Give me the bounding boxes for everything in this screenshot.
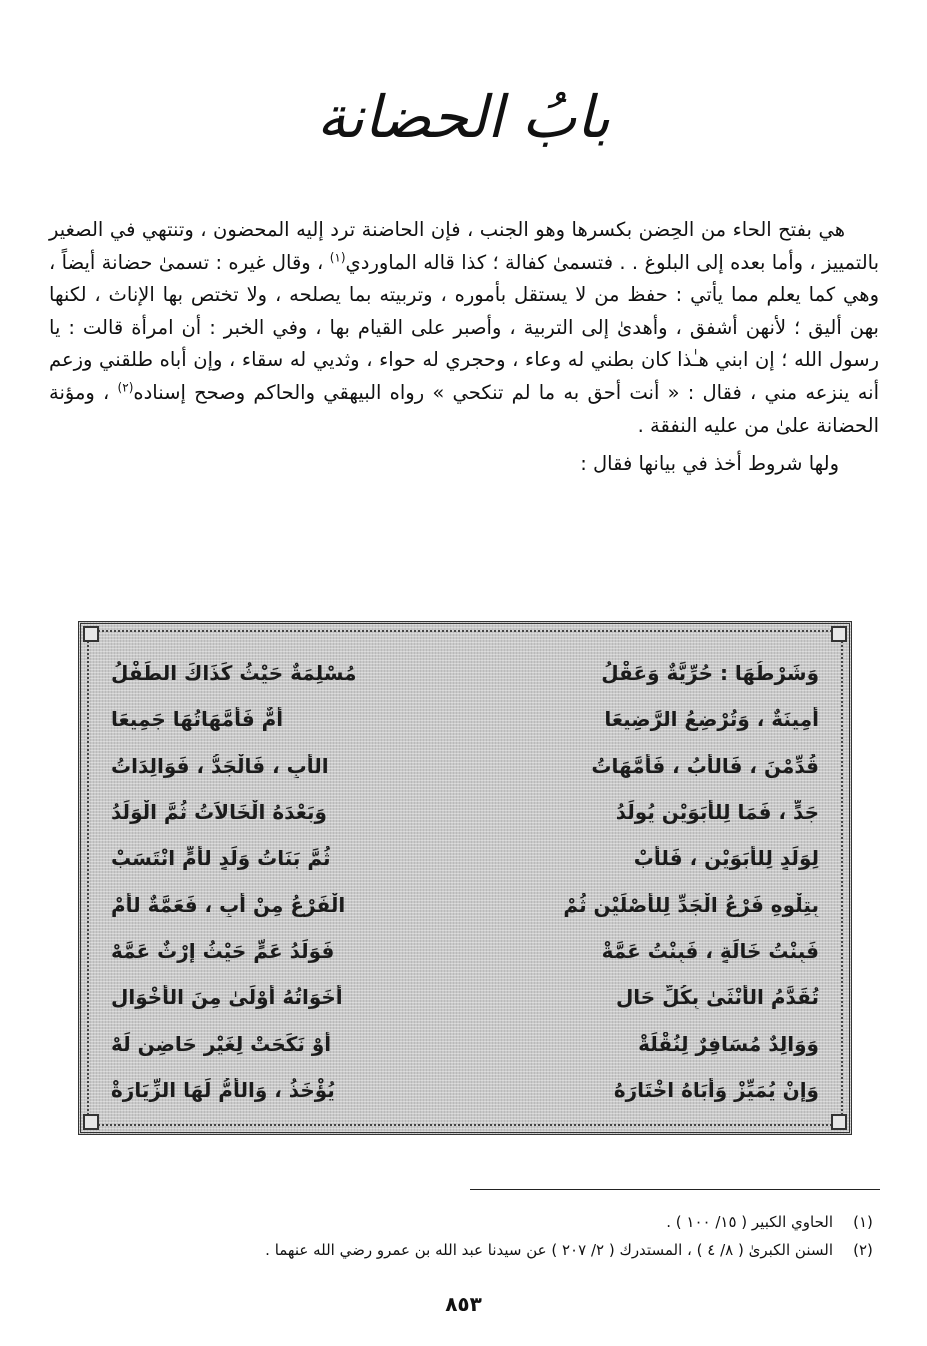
- footnote-divider: [470, 1189, 880, 1190]
- corner-ornament: [831, 1114, 847, 1130]
- verse-second-hemistich: ثُمَّ بَنَاتُ وَلَدٍ لأُمٍّ انْتَسَبْ: [111, 846, 331, 871]
- verse-second-hemistich: أَوْ نَكَحَتْ لِغَيْرِ حَاضِنٍ لَهْ: [111, 1031, 332, 1056]
- verse-line: [111, 881, 819, 927]
- paragraph-part-1: هي بفتح الحاء من الحِضن بكسرها وهو الجنب ، فإن الحاضنة ترد إليه المحضون ، وتنتهي في الصغير بالتمييز ، وأما بعده إلى البلوغ . . فتسمىٰ كفالة ؛ كذا قاله الماوردي: [49, 218, 880, 274]
- verse-line: [111, 743, 819, 789]
- footnote-ref-1[interactable]: (١): [329, 250, 346, 265]
- poem-intro: ولها شروط أخذ في بيانها فقال :: [580, 452, 839, 476]
- paragraph-part-3: ، ومؤنة الحضانة علىٰ من عليه النفقة .: [49, 380, 879, 437]
- footnote-ref-2[interactable]: (٢): [117, 380, 134, 395]
- poem-verses: [111, 650, 819, 1112]
- footnote-number: (١): [853, 1213, 873, 1231]
- verse-line: [111, 1020, 819, 1066]
- paragraph-part-2: ، وقال غيره : تسمىٰ حضانة أيضاً ، وهي كما يعلم مما يأتي : حفظ من لا يستقل بأموره ، وتربيته بما يصلحه ، ولا تختص بها الإناث ، لكنها بهن أليق ؛ لأنهن أشفق ، وأهدىٰ إلى التربية ، وأصبر على القيام بها ، وفي الخبر : أن امرأة قالت : يا رسول الله ؛ إن ابني هـٰذا كان بطني له وعاء ، وحجري له حواء ، وثديي له سقاء ، وإن أباه طلقني وزعم أنه ينزعه مني ، فقال : « أنت أحق به ما لم تنكحي » رواه البيهقي والحاكم وصحح إسناده: [49, 250, 879, 404]
- page-number: ٨٥٣: [445, 1292, 482, 1316]
- corner-ornament: [83, 626, 99, 642]
- verse-first-hemistich: وَإِنْ يُمَيِّزْ وَأَبَاهُ اخْتَارَهُ: [613, 1077, 819, 1102]
- verse-line: [111, 789, 819, 835]
- verse-first-hemistich: قُدِّمْنَ ، فَالأَبُ ، فَأُمَّهَاتُ: [591, 753, 819, 778]
- footnote: [49, 1236, 879, 1264]
- footnote-text: السنن الكبرىٰ ( ٨/ ٤ ) ، المستدرك ( ٢/ ٢٠٧ ) عن سيدنا عبد الله بن عمرو رضي الله عنهما .: [265, 1241, 833, 1259]
- verse-first-hemistich: فَبِنْتُ خَالَةٍ ، فَبِنْتُ عَمَّةْ: [601, 938, 819, 963]
- verse-first-hemistich: جَدٍّ ، فَمَا لِلأَبَوَيْنِ يُولَدُ: [615, 800, 819, 825]
- body-text: [49, 214, 879, 481]
- verse-first-hemistich: وَوَالِدٌ مُسَافِرٌ لِنُقْلَةْ: [638, 1031, 819, 1056]
- footnote: [49, 1208, 879, 1236]
- footnotes: [49, 1208, 879, 1264]
- verse-line: [111, 928, 819, 974]
- verse-line: [111, 1067, 819, 1113]
- footnote-number: (٢): [853, 1241, 873, 1259]
- verse-line: [111, 835, 819, 881]
- verse-second-hemistich: أُمٌّ فَأُمَّهَاتُهَا جَمِيعَا: [111, 707, 284, 732]
- corner-ornament: [831, 626, 847, 642]
- verse-second-hemistich: مُسْلِمَةٌ حَيْثُ كَذَاكَ الطِّفْلُ: [111, 661, 357, 686]
- verse-first-hemistich: أَمِينَةٌ ، وَتُرْضِعُ الرَّضِيعَا: [604, 707, 819, 732]
- main-paragraph: [49, 214, 879, 442]
- poem-box: [78, 621, 852, 1135]
- verse-first-hemistich: بِتِلْوِهِ فَرْعُ الْجَدِّ لِلأَصْلَيْنِ ثُمْ: [563, 892, 819, 917]
- verse-second-hemistich: يُؤْخَذُ ، وَالأُمُّ لَهَا الزِّيَارَةْ: [111, 1077, 335, 1102]
- verse-first-hemistich: لِوَلَدٍ لِلأَبَوَيْنِ ، فَلأَبْ: [633, 846, 819, 871]
- chapter-title: بابُ الحضانة: [316, 83, 611, 151]
- footnote-text: الحاوي الكبير ( ١٥/ ١٠٠ ) .: [666, 1213, 833, 1231]
- verse-line: [111, 696, 819, 742]
- verse-second-hemistich: وَبَعْدَهُ الْخَالاَتُ ثُمَّ الْوَلَدُ: [111, 800, 327, 825]
- verse-second-hemistich: الأَبِ ، فَالْجَدُّ ، فَوَالِدَاتُ: [111, 753, 329, 778]
- verse-second-hemistich: أَخَوَاتُهُ أَوْلَىٰ مِنَ الأَخْوَالِ: [111, 985, 343, 1010]
- verse-second-hemistich: فَوَلَدُ عَمٍّ حَيْثُ إِرْثٌ عَمَّهْ: [111, 938, 335, 963]
- corner-ornament: [83, 1114, 99, 1130]
- verse-first-hemistich: تُقَدَّمُ الأُنْثَىٰ بِكُلِّ حَالِ: [615, 985, 819, 1010]
- verse-line: [111, 974, 819, 1020]
- verse-second-hemistich: الْفَرْعُ مِنْ أَبٍ ، فَعَمَّةٌ لأُمْ: [111, 892, 346, 917]
- verse-line: [111, 650, 819, 696]
- verse-first-hemistich: وَشَرْطُهَا : حُرِّيَّةٌ وَعَقْلُ: [601, 661, 819, 686]
